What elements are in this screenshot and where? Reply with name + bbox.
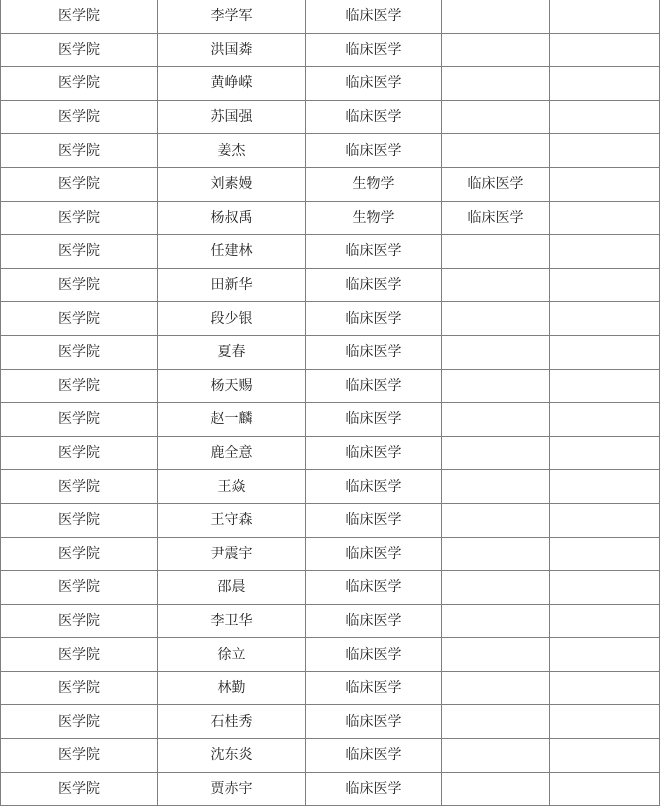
secondary-major-cell [442,134,550,168]
name-cell: 洪国粦 [158,33,306,67]
extra-cell [550,671,660,705]
primary-major-cell: 临床医学 [306,0,442,33]
name-cell: 田新华 [158,268,306,302]
secondary-major-cell [442,235,550,269]
college-cell: 医学院 [1,302,158,336]
secondary-major-cell: 临床医学 [442,201,550,235]
primary-major-cell: 临床医学 [306,571,442,605]
college-cell: 医学院 [1,100,158,134]
college-cell: 医学院 [1,772,158,806]
table-row [1,33,660,67]
primary-major-cell: 临床医学 [306,302,442,336]
college-cell: 医学院 [1,134,158,168]
extra-cell [550,503,660,537]
extra-cell [550,369,660,403]
primary-major-cell: 临床医学 [306,705,442,739]
primary-major-cell: 临床医学 [306,369,442,403]
college-cell: 医学院 [1,201,158,235]
college-cell: 医学院 [1,470,158,504]
primary-major-cell: 临床医学 [306,268,442,302]
name-cell: 石桂秀 [158,705,306,739]
table-row [1,201,660,235]
roster-table-body [1,0,660,806]
extra-cell [550,604,660,638]
primary-major-cell: 临床医学 [306,772,442,806]
primary-major-cell: 临床医学 [306,671,442,705]
name-cell: 段少银 [158,302,306,336]
name-cell: 李学军 [158,0,306,33]
secondary-major-cell [442,335,550,369]
extra-cell [550,100,660,134]
extra-cell [550,638,660,672]
secondary-major-cell: 临床医学 [442,167,550,201]
college-cell: 医学院 [1,503,158,537]
primary-major-cell: 临床医学 [306,503,442,537]
table-row [1,302,660,336]
secondary-major-cell [442,739,550,773]
primary-major-cell: 临床医学 [306,67,442,101]
college-cell: 医学院 [1,604,158,638]
name-cell: 姜杰 [158,134,306,168]
extra-cell [550,201,660,235]
name-cell: 王焱 [158,470,306,504]
college-cell: 医学院 [1,67,158,101]
secondary-major-cell [442,604,550,638]
college-cell: 医学院 [1,33,158,67]
extra-cell [550,167,660,201]
primary-major-cell: 临床医学 [306,604,442,638]
name-cell: 杨天赐 [158,369,306,403]
primary-major-cell: 临床医学 [306,436,442,470]
college-cell: 医学院 [1,571,158,605]
extra-cell [550,0,660,33]
table-row [1,671,660,705]
secondary-major-cell [442,403,550,437]
extra-cell [550,134,660,168]
extra-cell [550,772,660,806]
secondary-major-cell [442,436,550,470]
primary-major-cell: 临床医学 [306,235,442,269]
college-cell: 医学院 [1,638,158,672]
name-cell: 李卫华 [158,604,306,638]
table-row [1,470,660,504]
table-row [1,537,660,571]
college-cell: 医学院 [1,268,158,302]
table-row [1,134,660,168]
primary-major-cell: 临床医学 [306,537,442,571]
extra-cell [550,67,660,101]
table-row [1,235,660,269]
extra-cell [550,705,660,739]
college-cell: 医学院 [1,167,158,201]
secondary-major-cell [442,705,550,739]
extra-cell [550,302,660,336]
primary-major-cell: 生物学 [306,167,442,201]
college-cell: 医学院 [1,739,158,773]
extra-cell [550,33,660,67]
extra-cell [550,235,660,269]
name-cell: 苏国强 [158,100,306,134]
table-row [1,772,660,806]
secondary-major-cell [442,369,550,403]
name-cell: 夏春 [158,335,306,369]
college-cell: 医学院 [1,537,158,571]
extra-cell [550,571,660,605]
name-cell: 贾赤宇 [158,772,306,806]
primary-major-cell: 临床医学 [306,335,442,369]
secondary-major-cell [442,671,550,705]
extra-cell [550,268,660,302]
table-row [1,436,660,470]
secondary-major-cell [442,470,550,504]
name-cell: 邵晨 [158,571,306,605]
table-row [1,167,660,201]
table-row [1,0,660,33]
secondary-major-cell [442,268,550,302]
primary-major-cell: 临床医学 [306,739,442,773]
college-cell: 医学院 [1,705,158,739]
table-row [1,67,660,101]
table-row [1,604,660,638]
name-cell: 徐立 [158,638,306,672]
college-cell: 医学院 [1,0,158,33]
name-cell: 尹震宇 [158,537,306,571]
primary-major-cell: 临床医学 [306,134,442,168]
secondary-major-cell [442,0,550,33]
secondary-major-cell [442,537,550,571]
extra-cell [550,436,660,470]
college-cell: 医学院 [1,436,158,470]
college-cell: 医学院 [1,235,158,269]
table-row [1,100,660,134]
college-cell: 医学院 [1,369,158,403]
table-row [1,739,660,773]
table-row [1,369,660,403]
table-row [1,268,660,302]
extra-cell [550,335,660,369]
name-cell: 鹿全意 [158,436,306,470]
college-cell: 医学院 [1,671,158,705]
name-cell: 王守森 [158,503,306,537]
name-cell: 林勤 [158,671,306,705]
secondary-major-cell [442,772,550,806]
college-cell: 医学院 [1,403,158,437]
primary-major-cell: 生物学 [306,201,442,235]
table-row [1,403,660,437]
secondary-major-cell [442,67,550,101]
extra-cell [550,537,660,571]
extra-cell [550,403,660,437]
table-row [1,571,660,605]
primary-major-cell: 临床医学 [306,470,442,504]
extra-cell [550,739,660,773]
extra-cell [550,470,660,504]
secondary-major-cell [442,638,550,672]
name-cell: 任建林 [158,235,306,269]
name-cell: 杨叔禹 [158,201,306,235]
secondary-major-cell [442,100,550,134]
primary-major-cell: 临床医学 [306,100,442,134]
name-cell: 沈东炎 [158,739,306,773]
table-row [1,335,660,369]
secondary-major-cell [442,33,550,67]
secondary-major-cell [442,503,550,537]
table-row [1,503,660,537]
name-cell: 黄峥嵘 [158,67,306,101]
name-cell: 赵一麟 [158,403,306,437]
table-row [1,705,660,739]
secondary-major-cell [442,571,550,605]
primary-major-cell: 临床医学 [306,33,442,67]
secondary-major-cell [442,302,550,336]
primary-major-cell: 临床医学 [306,638,442,672]
primary-major-cell: 临床医学 [306,403,442,437]
table-row [1,638,660,672]
name-cell: 刘素嫚 [158,167,306,201]
college-cell: 医学院 [1,335,158,369]
